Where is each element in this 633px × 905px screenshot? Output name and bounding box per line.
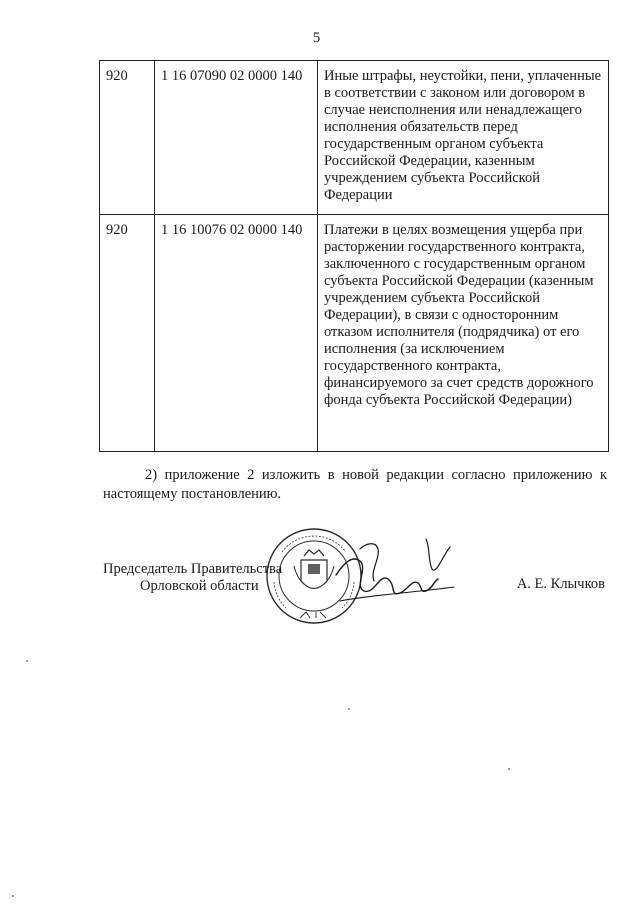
signatory-title-line2: Орловской области xyxy=(140,578,259,594)
amendment-text: 2) приложение 2 изложить в новой редакции согласно приложению к настоящему постановлению. xyxy=(103,467,607,502)
handwritten-signature xyxy=(330,535,460,610)
amendment-paragraph xyxy=(103,466,607,504)
scan-speck xyxy=(508,768,510,770)
admin-code-cell: 920 xyxy=(100,61,155,215)
table-row xyxy=(100,61,609,215)
budget-codes-table xyxy=(99,60,609,452)
description-cell: Платежи в целях возмещения ущерба при расторжении государственного контракта, заключенного с государственным органом субъекта Российской Федерации (казенным учреждением субъекта Российской Федерации), в связи с односторонним отказом исполнителя (подрядчика) от его исполнения (за исключением государственного контракта, финансируемого за счет средств дорожного фонда субъекта Российской Федерации) xyxy=(318,215,609,452)
kbk-code-cell: 1 16 10076 02 0000 140 xyxy=(155,215,318,452)
kbk-code-cell: 1 16 07090 02 0000 140 xyxy=(155,61,318,215)
signatory-name: А. Е. Клычков xyxy=(516,576,605,592)
scan-speck xyxy=(348,708,350,710)
admin-code-cell: 920 xyxy=(100,215,155,452)
description-cell: Иные штрафы, неустойки, пени, уплаченные в соответствии с законом или договором в случае неисполнения или ненадлежащего исполнения обязательств перед государственным органом субъекта Российской Федерации, казенным учреждением субъекта Российской Федерации xyxy=(318,61,609,215)
table-row xyxy=(100,215,609,452)
signatory-title-line1: Председатель Правительства xyxy=(103,561,283,577)
page-number: 5 xyxy=(312,30,321,46)
scan-speck xyxy=(12,895,14,897)
scan-speck xyxy=(26,660,28,662)
